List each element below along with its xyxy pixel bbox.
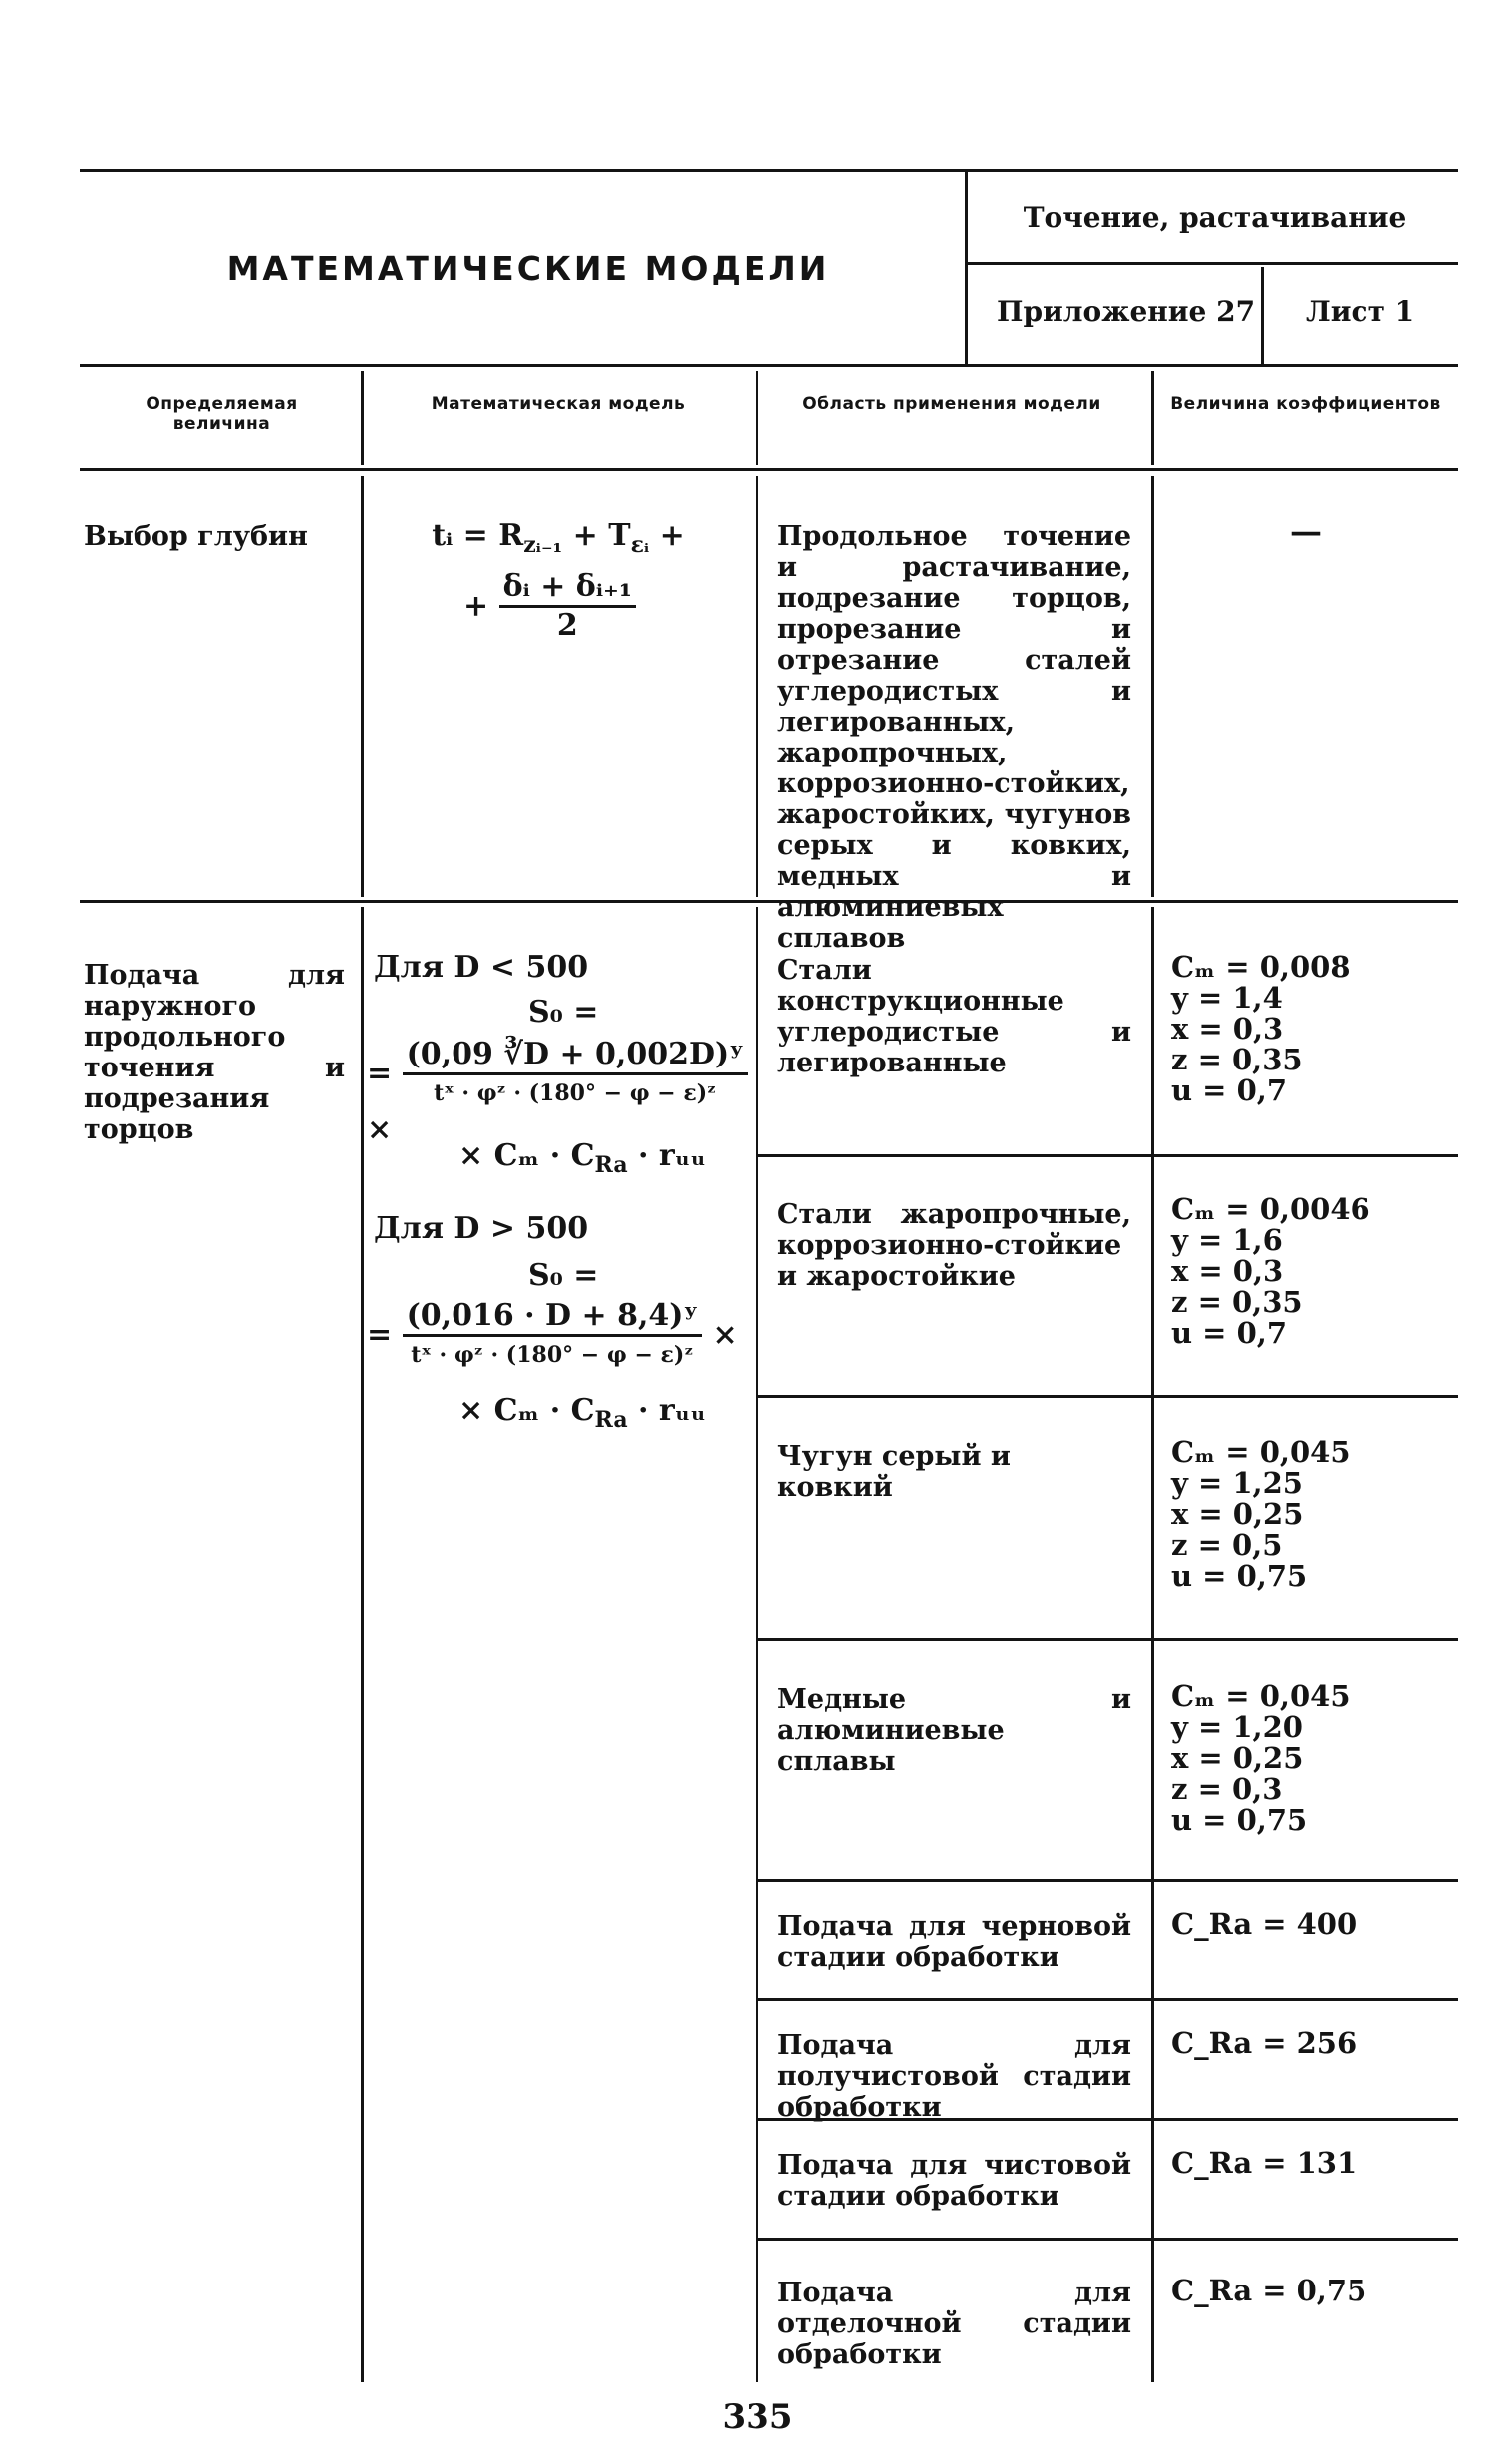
material-cast-iron: Чугун серый и ковкий: [777, 1441, 1011, 1503]
r1-line-3: [1151, 476, 1154, 897]
formula2a-denominator: tˣ · φᶻ · (180° − φ − ε)ᶻ: [434, 1080, 717, 1106]
formula1-fraction: [499, 569, 636, 644]
coefs-copper-aluminium: [1171, 1681, 1351, 1836]
sub-rule-2: [757, 1395, 1458, 1398]
s0-label-2: S₀ =: [528, 1258, 599, 1293]
formula2b-fraction: [403, 1298, 702, 1372]
header-mid-rule: [968, 262, 1458, 265]
formula1-plus: +: [649, 518, 685, 553]
tail-a-end: · rᵤᵤ: [627, 1138, 706, 1173]
colhead-coef: Величина коэффициентов: [1170, 394, 1441, 414]
formula2a-times: ×: [367, 1112, 393, 1147]
cond-d-less-500: Для D < 500: [374, 950, 589, 985]
formula2a-tail: [458, 1138, 706, 1183]
coefs-steel-carbon: [1171, 952, 1351, 1106]
formula2b-numerator: (0,016 · D + 8,4)ʸ: [403, 1298, 702, 1337]
material-steel-heatproof: Стали жаропрочные, коррозионно-стойкие и жаростойкие: [777, 1199, 1131, 1292]
sub-rule-3: [757, 1638, 1458, 1641]
row1-area: Продольное точение и растачивание, подрезание торцов, прорезание и отрезание сталей углеродистых и легированных, жаропрочных, коррозионно-стойких, жаростойких, чугунов серых и ковких, медных и алюминиевых сплавов: [777, 521, 1131, 954]
coef-line: x = 0,3: [1171, 1012, 1284, 1046]
colhead-model: Математическая модель: [431, 394, 686, 414]
formula2b-denominator: tˣ · φᶻ · (180° − φ − ε)ᶻ: [411, 1342, 694, 1368]
formula2a-numerator: (0,09 ∛D + 0,002D)ʸ: [403, 1037, 748, 1075]
r2-line-3: [1151, 907, 1154, 2382]
colhead-quantity: Определяемая величина: [146, 394, 298, 434]
s0-label-1: S₀ =: [528, 995, 599, 1030]
colhead-area: Область применения модели: [802, 394, 1101, 414]
sub-rule-5: [757, 1998, 1458, 2001]
coef-line: x = 0,25: [1171, 1741, 1304, 1775]
page-number: 335: [722, 2397, 793, 2437]
formula2a-fraction: [403, 1037, 748, 1111]
tail-b-text: × Cₘ · C: [458, 1393, 595, 1428]
coef-line: z = 0,35: [1171, 1285, 1303, 1319]
coef-line: z = 0,5: [1171, 1528, 1283, 1562]
col-line-2: [756, 371, 758, 465]
appendix-label: Приложение 27: [997, 295, 1256, 328]
sheet-divider: [1261, 267, 1264, 364]
coef-line: y = 1,20: [1171, 1710, 1303, 1744]
coef-stage-semi-finish: C_Ra = 256: [1171, 2026, 1358, 2060]
formula2b-tail: [458, 1393, 706, 1438]
coef-line: y = 1,6: [1171, 1223, 1283, 1257]
coef-line: y = 1,25: [1171, 1466, 1303, 1500]
formula1-part-b: + T: [562, 518, 631, 553]
r1-line-2: [756, 476, 758, 897]
coef-line: x = 0,3: [1171, 1254, 1284, 1288]
material-copper-aluminium: Медные и алюминиевые сплавы: [777, 1684, 1131, 1777]
stage-finish: Подача для чистовой стадии обработки: [777, 2150, 1131, 2212]
top-rule: [80, 169, 1458, 172]
header-bottom-rule: [80, 364, 1458, 367]
coef-line: Cₘ = 0,045: [1171, 1679, 1351, 1713]
tail-b-sub: Ra: [594, 1407, 628, 1433]
formula2a: = $\frac{\text{(0,09 ∛D + 0,002D)ʸ}}{\text{tˣ · φᶻ · (180° − φ − ε)ᶻ}}$ ×: [367, 1037, 751, 1148]
sheet-label: Лист 1: [1306, 295, 1415, 328]
page-title: МАТЕМАТИЧЕСКИЕ МОДЕЛИ: [226, 249, 830, 288]
col-line-1: [361, 371, 364, 465]
coef-line: z = 0,3: [1171, 1772, 1283, 1806]
coef-line: u = 0,7: [1171, 1316, 1288, 1350]
sub-rule-4: [757, 1879, 1458, 1882]
formula1-numerator: δᵢ + δᵢ₊₁: [499, 569, 636, 608]
formula2b-times: ×: [712, 1317, 738, 1353]
sub-rule-7: [757, 2238, 1458, 2241]
formula2b: = $\frac{\text{(0,016 · D + 8,4)ʸ}}{\text{tˣ · φᶻ · (180° − φ − ε)ᶻ}}$ ×: [367, 1298, 751, 1372]
cond-d-greater-500: Для D > 500: [374, 1211, 589, 1246]
tail-a-sub: Ra: [594, 1152, 628, 1178]
row1-coef: —: [1290, 512, 1322, 550]
section-title: Точение, растачивание: [1023, 201, 1407, 234]
r2-line-1: [361, 907, 364, 2382]
coefs-steel-heatproof: [1171, 1194, 1370, 1349]
sub-rule-1: [757, 1154, 1458, 1157]
coef-line: Cₘ = 0,0046: [1171, 1192, 1370, 1226]
coef-line: u = 0,7: [1171, 1073, 1288, 1107]
coef-stage-finish: C_Ra = 131: [1171, 2146, 1358, 2180]
stage-semi-finish: Подача для получистовой стадии обработки: [777, 2030, 1131, 2123]
coefs-cast-iron: [1171, 1437, 1351, 1592]
coef-stage-fine-finish: C_Ra = 0,75: [1171, 2274, 1367, 2307]
stage-fine-finish: Подача для отделочной стадии обработки: [777, 2278, 1131, 2370]
formula1-sub-z: zᵢ₋₁: [523, 532, 563, 558]
r1-line-1: [361, 476, 364, 897]
colheader-bottom-rule: [80, 468, 1458, 471]
row1-bottom-rule: [80, 900, 1458, 903]
tail-a-text: × Cₘ · C: [458, 1138, 595, 1173]
formula1-denominator: 2: [556, 608, 578, 643]
coef-stage-rough: C_Ra = 400: [1171, 1907, 1358, 1941]
col-line-3: [1151, 371, 1154, 465]
tail-b-end: · rᵤᵤ: [627, 1393, 706, 1428]
stage-rough: Подача для черновой стадии обработки: [777, 1911, 1131, 1973]
coef-line: y = 1,4: [1171, 981, 1283, 1015]
row1-quantity: Выбор глубин: [84, 521, 308, 552]
coef-line: u = 0,75: [1171, 1803, 1308, 1837]
row1-formula: tᵢ = $R_{zᵢ_{-1}} + T_{\varepsilon ᵢ}$ + + $\frac{\text{δᵢ + δᵢ₊₁}}{2}$: [432, 518, 685, 643]
coef-line: x = 0,25: [1171, 1497, 1304, 1531]
row2-quantity: Подача для наружного продольного точения и подрезания торцов: [84, 960, 345, 1145]
coef-line: Cₘ = 0,045: [1171, 1435, 1351, 1469]
formula1-sub-eps: εᵢ: [630, 532, 650, 558]
material-steel-carbon: Стали конструкционные углеродистые и легированные: [777, 955, 1131, 1078]
coef-line: Cₘ = 0,008: [1171, 950, 1351, 984]
formula1-part-a: tᵢ = R: [432, 518, 524, 553]
r2-line-2: [756, 907, 758, 2382]
coef-line: u = 0,75: [1171, 1559, 1308, 1593]
coef-line: z = 0,35: [1171, 1043, 1303, 1076]
